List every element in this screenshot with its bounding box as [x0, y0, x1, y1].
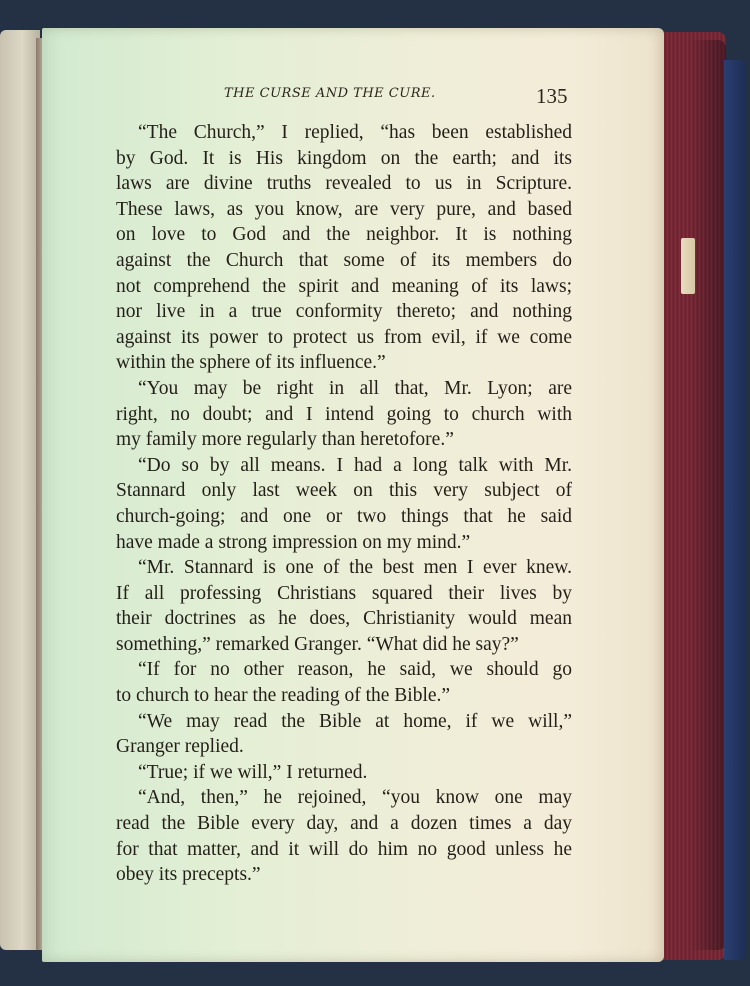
- text-line: on love to God and the neighbor. It is nothing: [116, 224, 572, 246]
- text-line: my family more regularly than heretofore.”: [116, 429, 454, 451]
- text-line: something,” remarked Granger. “What did he say?”: [116, 633, 519, 655]
- text-line: “We may read the Bible at home, if we will,”: [138, 710, 572, 732]
- paragraph: [116, 555, 572, 657]
- text-line: “The Church,” I replied, “has been established: [138, 122, 572, 143]
- text-line: Stannard only last week on this very subject of: [116, 480, 572, 502]
- text-line: laws are divine truths revealed to us in Scripture.: [116, 173, 572, 195]
- paragraph: [116, 120, 572, 376]
- text-line: right, no doubt; and I intend going to church with: [116, 403, 572, 425]
- text-line: “And, then,” he rejoined, “you know one may: [138, 787, 572, 809]
- page-block-shadow: [690, 40, 726, 950]
- text-line: within the sphere of its influence.”: [116, 352, 386, 374]
- text-line: church-going; and one or two things that he said: [116, 505, 572, 527]
- text-line: have made a strong impression on my mind.”: [116, 531, 471, 553]
- text-line: read the Bible every day, and a dozen times a day: [116, 813, 572, 835]
- book-cover-edge: [724, 60, 746, 960]
- text-line: “You may be right in all that, Mr. Lyon; are: [138, 377, 572, 399]
- paragraph: [116, 785, 572, 887]
- text-line: not comprehend the spirit and meaning of its laws;: [116, 275, 572, 297]
- text-line: Granger replied.: [116, 736, 244, 758]
- paragraph: [116, 760, 572, 786]
- text-line: against its power to protect us from evil, if we come: [116, 326, 572, 348]
- text-line: “Do so by all means. I had a long talk with Mr.: [138, 454, 572, 476]
- body-text: [116, 120, 572, 888]
- paragraph: [116, 709, 572, 760]
- text-line: If all professing Christians squared their lives by: [116, 582, 572, 604]
- text-line: “True; if we will,” I returned.: [138, 761, 368, 783]
- text-line: by God. It is His kingdom on the earth; and its: [116, 147, 572, 169]
- running-head: THE CURSE AND THE CURE.: [224, 86, 436, 101]
- paragraph: [116, 453, 572, 555]
- page-number: 135: [536, 84, 568, 108]
- paragraph: [116, 657, 572, 708]
- bookmark-tab: [681, 238, 695, 294]
- text-line: “If for no other reason, he said, we should go: [138, 659, 572, 681]
- paragraph: [116, 376, 572, 453]
- text-line: for that matter, and it will do him no good unless he: [116, 838, 572, 860]
- facing-page-edge: [0, 30, 40, 950]
- text-line: to church to hear the reading of the Bible.”: [116, 685, 451, 707]
- text-line: These laws, as you know, are very pure, and based: [116, 198, 572, 220]
- text-line: against the Church that some of its members do: [116, 249, 572, 271]
- text-line: “Mr. Stannard is one of the best men I ever knew.: [138, 557, 572, 579]
- text-line: obey its precepts.”: [116, 864, 261, 886]
- text-line: nor live in a true conformity thereto; and nothing: [116, 301, 572, 323]
- text-line: their doctrines as he does, Christianity would mean: [116, 608, 572, 630]
